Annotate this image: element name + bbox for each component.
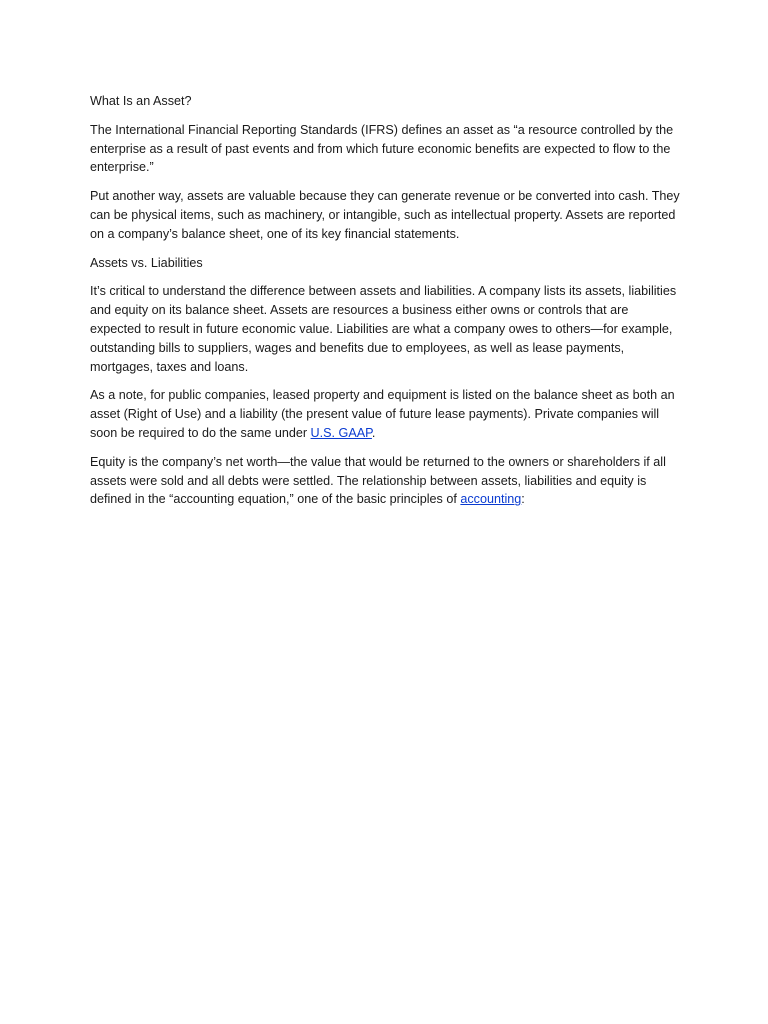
document-page xyxy=(90,92,682,519)
paragraph-public-companies-note xyxy=(90,386,682,442)
paragraph-text: : xyxy=(521,492,525,507)
paragraph-ifrs-definition: The International Financial Reporting Standards (IFRS) defines an asset as “a resource controlled by the enterprise as a result of past events and from which future economic benefits are expected to flow to the enterprise.” xyxy=(90,122,674,175)
section-heading-what-is-an-asset: What Is an Asset? xyxy=(90,94,192,108)
section-heading-assets-vs-liabilities: Assets vs. Liabilities xyxy=(90,255,203,270)
us-gaap-link[interactable]: U.S. GAAP xyxy=(310,425,372,440)
paragraph-assets-liabilities-difference: It’s critical to understand the difference between assets and liabilities. A company lists its assets, liabilities and equity on its balance sheet. Assets are resources a business either owns or controls that are expected to result in future economic value. Liabilities are what a company owes to others—for example, outstanding bills to suppliers, wages and benefits due to employees, as well as lease payments, mortgages, taxes and loans. xyxy=(90,284,677,374)
accounting-link[interactable]: accounting xyxy=(460,492,522,507)
paragraph-text: Equity is the company’s net worth—the value that would be returned to the owners or shareholders if all assets were sold and all debts were settled. The relationship between assets, liabilities and equity is defined in the “accounting equation,” one of the basic principles of xyxy=(90,454,666,507)
paragraph-text: . xyxy=(371,425,376,440)
paragraph-assets-valuable: Put another way, assets are valuable because they can generate revenue or be converted into cash. They can be physical items, such as machinery, or intangible, such as intellectual property. Assets are reported on a company’s balance sheet, one of its key financial statements. xyxy=(90,189,680,241)
paragraph-text: As a note, for public companies, leased property and equipment is listed on the balance sheet as both an asset (Right of Use) and a liability (the present value of future lease payments). Private companies will soon be required to do the same under xyxy=(90,388,675,440)
paragraph-equity-net-worth xyxy=(90,453,682,509)
